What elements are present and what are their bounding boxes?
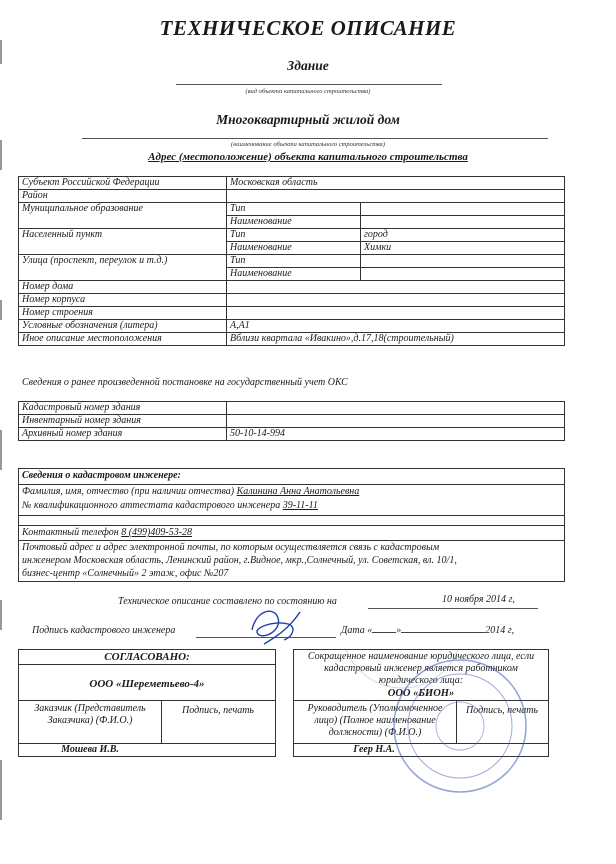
name-label: Наименование <box>227 268 361 281</box>
structure-label: Номер строения <box>19 307 227 320</box>
binding-mark <box>0 760 2 820</box>
archive-label: Архивный номер здания <box>19 428 227 441</box>
engineer-heading: Сведения о кадастровом инженере: <box>22 470 181 481</box>
compiled-text: Техническое описание составлено по состоянию на <box>118 596 337 607</box>
designation-label: Условные обозначения (литера) <box>19 320 227 333</box>
fio-label: Фамилия, имя, отчество (при наличии отчества) <box>22 486 235 497</box>
object-kind: Здание <box>287 58 329 73</box>
subject-label: Субъект Российской Федерации <box>19 177 227 190</box>
engineer-address-line3: бизнес-центр «Солнечный» 2 этаж, офис №207 <box>22 568 229 579</box>
engineer-box <box>18 468 565 582</box>
prior-registration-heading: Сведения о ранее произведенной постановке на государственный учет ОКС <box>22 377 348 388</box>
district-label: Район <box>19 190 227 203</box>
date-mid: » <box>396 625 402 636</box>
date-label: Дата « <box>341 625 373 636</box>
customer-label: Заказчик (Представитель Заказчика) (Ф.И.О.) <box>34 703 146 726</box>
right-company: ООО «БИОН» <box>387 688 455 699</box>
approval-company: ООО «Шереметьево-4» <box>89 678 205 690</box>
prior-registration-table <box>18 401 565 441</box>
other-label: Иное описание местоположения <box>19 333 227 346</box>
binding-mark <box>0 430 2 470</box>
type-label: Тип <box>227 255 361 268</box>
type-label: Тип <box>227 203 361 216</box>
inventory-label: Инвентарный номер здания <box>19 415 227 428</box>
name-label: Наименование <box>227 242 361 255</box>
archive-value: 50-10-14-994 <box>227 428 565 441</box>
street-label: Улица (проспект, переулок и т.д.) <box>19 255 227 281</box>
stamp-icon <box>340 648 540 798</box>
name-label: Наименование <box>227 216 361 229</box>
subject-value: Московская область <box>227 177 565 190</box>
head-signature-label: Подпись, печать <box>466 705 538 716</box>
right-heading: Сокращенное наименование юридического лица, если кадастровый инженер является работником юридического лица: <box>307 651 535 686</box>
document-title: ТЕХНИЧЕСКОЕ ОПИСАНИЕ <box>159 16 457 40</box>
settlement-name-value: Химки <box>361 242 565 255</box>
building-label: Номер корпуса <box>19 294 227 307</box>
address-table <box>18 176 565 346</box>
signature-icon <box>244 600 304 648</box>
municipality-label: Муниципальное образование <box>19 203 227 229</box>
binding-mark <box>0 300 2 320</box>
date-year: 2014 г, <box>485 625 515 636</box>
signature-label: Подпись кадастрового инженера <box>32 625 176 636</box>
binding-mark <box>0 600 2 630</box>
object-kind-caption: (вид объекта капитального строительства) <box>245 88 371 95</box>
engineer-address-line2: инженером Московская область, Ленинский район, г.Видное, мкр.,Солнечный, ул. Советская, вл. 10/1, <box>22 555 457 566</box>
customer-signature-label: Подпись, печать <box>182 705 254 716</box>
approval-left <box>18 649 276 757</box>
type-label: Тип <box>227 229 361 242</box>
address-heading: Адрес (местоположение) объекта капитального строительства <box>148 151 468 163</box>
settlement-label: Населенный пункт <box>19 229 227 255</box>
object-name-caption: (наименование объекта капитального строительства) <box>230 141 386 148</box>
designation-value: А,А1 <box>227 320 565 333</box>
fio-value: Калинина Анна Анатольевна <box>236 486 360 497</box>
engineer-address-line1: Почтовый адрес и адрес электронной почты, по которым осуществляется связь с кадастровым <box>22 542 440 553</box>
cadastral-label: Кадастровый номер здания <box>19 402 227 415</box>
phone-value: 8 (499)409-53-28 <box>121 527 193 538</box>
house-label: Номер дома <box>19 281 227 294</box>
cert-value: 39-11-11 <box>282 500 318 511</box>
head-name: Геер Н.А. <box>353 744 395 755</box>
cert-label: № квалификационного аттестата кадастрового инженера <box>22 500 281 511</box>
compiled-date: 10 ноября 2014 г, <box>442 594 515 605</box>
head-label: Руководитель (Уполномоченное лицо) (Полное наименование должности) (Ф.И.О.) <box>307 703 443 738</box>
object-name: Многоквартирный жилой дом <box>216 112 400 127</box>
settlement-type-value: город <box>361 229 565 242</box>
other-value: Вблизи квартала «Ивакино»,д.17,18(строительный) <box>227 333 565 346</box>
phone-label: Контактный телефон <box>22 527 119 538</box>
customer-name: Мошева И.В. <box>61 744 119 755</box>
approval-heading: СОГЛАСОВАНО: <box>104 651 190 663</box>
